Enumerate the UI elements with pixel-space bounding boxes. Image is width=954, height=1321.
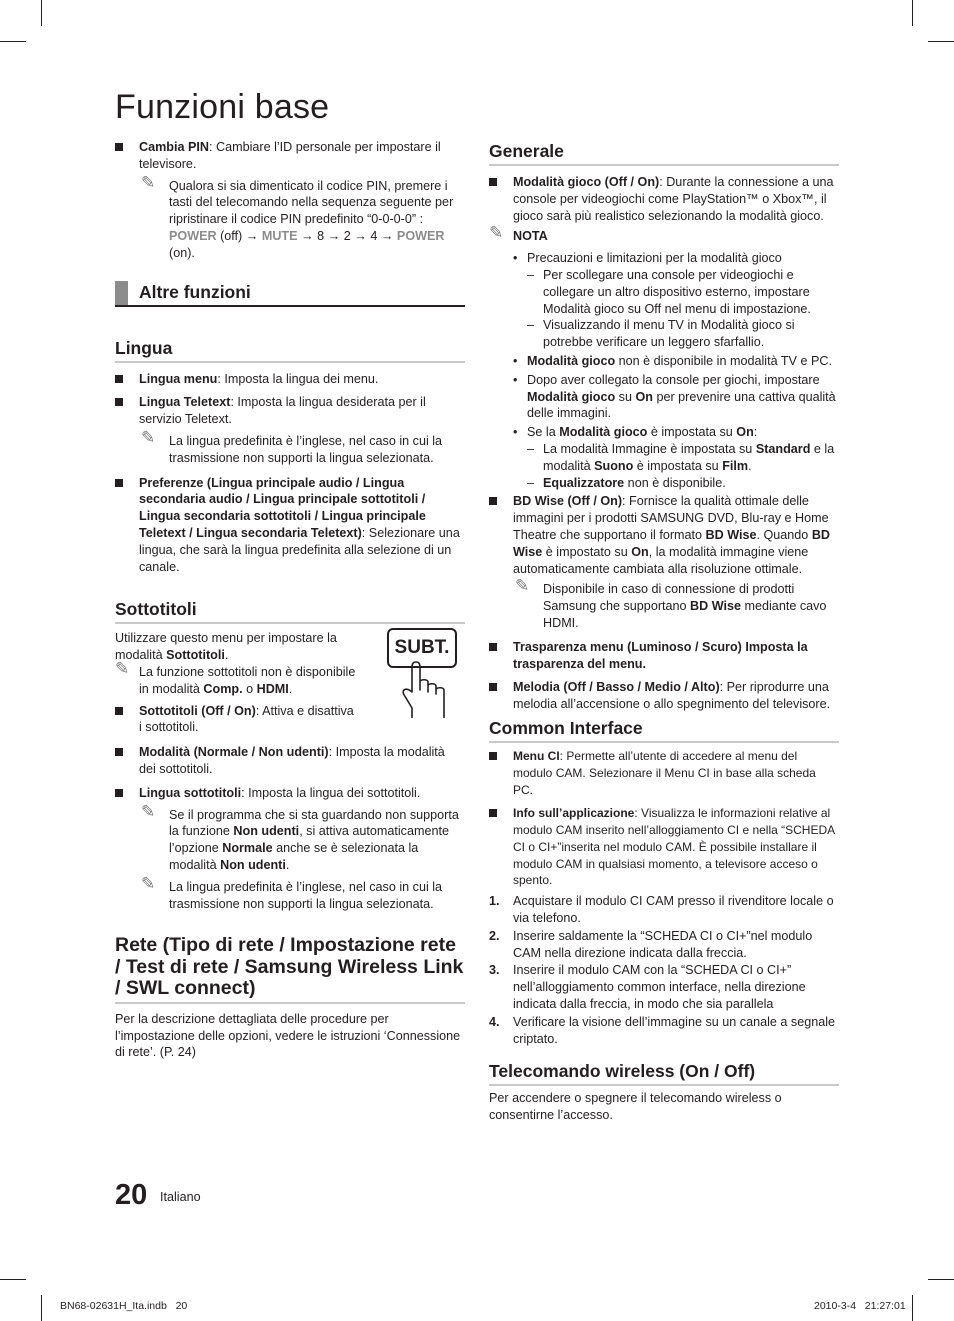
square-bullet-icon [115, 748, 123, 756]
list-item: Lingua Teletext: Imposta la lingua desiderata per il servizio Teletext. [115, 394, 465, 428]
left-column [115, 139, 465, 1061]
square-bullet-icon [489, 497, 497, 505]
list-item: • Se la Modalità gioco è impostata su On: [513, 425, 758, 440]
crop-mark [0, 41, 26, 42]
square-bullet-icon [115, 143, 123, 151]
wireless-text: Per accendere o spegnere il telecomando wireless o consentirne l’accesso. [489, 1091, 782, 1123]
page-number: 20 [115, 1179, 148, 1211]
heading-bar [115, 281, 128, 305]
crop-mark [912, 1295, 913, 1321]
dot-bullet-icon: • [513, 251, 518, 266]
heading-rete: Rete (Tipo di rete / Impostazione rete / Test di rete / Samsung Wireless Link / SWL connect) [115, 935, 465, 1004]
square-bullet-icon [489, 178, 497, 186]
square-bullet-icon [489, 683, 497, 691]
heading-common-interface: Common Interface [489, 717, 839, 743]
list-item: • Dopo aver collegato la console per giochi, impostare Modalità gioco su On per prevenire una cattiva qualità delle immagini. [513, 372, 836, 421]
list-item: Modalità (Normale / Non udenti): Imposta la modalità dei sottotitoli. [115, 744, 465, 778]
pencil-note-icon: ✎ [115, 658, 130, 679]
page-language: Italiano [160, 1190, 201, 1204]
list-item: • Precauzioni e limitazioni per la modalità gioco [513, 251, 782, 266]
ci-steps [489, 893, 839, 1047]
note: ✎ Qualora si sia dimenticato il codice PIN, premere i tasti del telecomando nella sequenza seguente per ripristinare il codice PIN predefinito “0-0-0-0” : POWER (off) → MUTE → 8 → 2 → 4 → POWER (on). [141, 172, 454, 260]
section-heading-altre-funzioni: Altre funzioni [115, 281, 465, 307]
crop-mark [41, 0, 42, 26]
note: ✎ La lingua predefinita è l’inglese, nel caso in cui la trasmissione non supporti la lingua selezionata. [141, 427, 443, 465]
note: ✎ Disponibile in caso di connessione di prodotti Samsung che supportano BD Wise mediante cavo HDMI. [515, 576, 827, 630]
crop-mark [912, 0, 913, 26]
list-item: Trasparenza menu (Luminoso / Scuro) Imposta la trasparenza del menu. [489, 639, 839, 673]
list-item: – La modalità Immagine è impostata su Standard e la modalità Suono è impostata su Film. [527, 441, 835, 473]
crop-mark [928, 1279, 954, 1280]
pencil-note-icon: ✎ [141, 873, 156, 894]
list-item: Lingua sottotitoli: Imposta la lingua dei sottotitoli. [115, 785, 465, 802]
right-column [489, 140, 839, 1124]
heading-sottotitoli: Sottotitoli [115, 598, 465, 624]
subt-button-icon: SUBT. [387, 628, 457, 668]
pencil-note-icon: ✎ [141, 801, 156, 822]
nota-list [513, 250, 839, 491]
note: ✎ La lingua predefinita è l’inglese, nel caso in cui la trasmissione non supporti la lingua selezionata. [141, 873, 443, 911]
square-bullet-icon [489, 752, 497, 760]
crop-mark [0, 1279, 26, 1280]
footer-file: BN68-02631H_Ita.indb 20 [60, 1300, 188, 1312]
list-item: Modalità gioco (Off / On): Durante la connessione a una console per videogiochi come PlayStation™ o Xbox™, il gioco sarà più realistico selezionando la modalità gioco. [489, 174, 839, 224]
square-bullet-icon [489, 809, 497, 817]
list-item: – Per scollegare una console per videogiochi e collegare un altro dispositivo esterno, impostare Modalità gioco su Off nel menu di impostazione. [527, 267, 811, 316]
list-item: BD Wise (Off / On): Fornisce la qualità ottimale delle immagini per i prodotti SAMSUNG DVD, Blu-ray e Home Theatre che supportano il formato BD Wise. Quando BD Wise è impostato su On, la modalità immagine viene automaticamente cambiata alla risoluzione ottimale. [489, 493, 839, 577]
square-bullet-icon [115, 398, 123, 406]
nota-heading: ✎ NOTA [489, 223, 548, 244]
list-item: 2. Inserire saldamente la “SCHEDA CI o CI+”nel modulo CAM nella direzione indicata dalla freccia. [489, 928, 813, 960]
list-item: 1. Acquistare il modulo CI CAM presso il rivenditore locale o via telefono. [489, 894, 834, 926]
list-item: • Modalità gioco non è disponibile in modalità TV e PC. [513, 353, 832, 368]
square-bullet-icon [115, 789, 123, 797]
list-item: Menu CI: Permette all’utente di accedere al menu del modulo CAM. Selezionare il Menu CI in base alla scheda PC. [489, 748, 839, 798]
heading-generale: Generale [489, 140, 839, 166]
list-item: 3. Inserire il modulo CAM con la “SCHEDA CI o CI+” nell’alloggiamento common interface, nella direzione indicata dalla freccia, in modo che sia parallela [489, 963, 806, 1012]
note: ✎ Se il programma che si sta guardando non supporta la funzione Non udenti, si attiva automaticamente l’opzione Normale anche se è selezionata la modalità Non udenti. [141, 801, 459, 872]
list-item: 4. Verificare la visione dell’immagine su un canale a segnale criptato. [489, 1014, 836, 1046]
list-item: Info sull’applicazione: Visualizza le informazioni relative al modulo CAM inserito nell’alloggiamento CI e nella “SCHEDA CI o CI+”inserita nel modulo CAM. È possibile installare il modulo CAM in qualsiasi momento, a televisore acceso o spento. [489, 805, 839, 889]
list-item: Melodia (Off / Basso / Medio / Alto): Per riprodurre una melodia all’accensione o allo spegnimento del televisore. [489, 679, 839, 713]
hand-pressing-subt-button-icon [400, 660, 450, 718]
list-item: – Equalizzatore non è disponibile. [527, 475, 726, 490]
rete-text: Per la descrizione dettagliata delle procedure per l’impostazione delle opzioni, vedere le istruzioni ‘Connessione di rete’. (P. 24) [115, 1011, 461, 1060]
crop-mark [928, 41, 954, 42]
pencil-note-icon: ✎ [141, 172, 156, 193]
dot-bullet-icon: • [513, 425, 518, 440]
list-item: Cambia PIN: Cambiare l’ID personale per impostare il televisore. [115, 139, 465, 173]
dot-bullet-icon: • [513, 372, 518, 387]
square-bullet-icon [489, 643, 497, 651]
square-bullet-icon [115, 375, 123, 383]
list-item: Sottotitoli (Off / On): Attiva e disattiva i sottotitoli. [115, 703, 359, 737]
crop-mark [41, 1295, 42, 1321]
square-bullet-icon [115, 479, 123, 487]
pencil-note-icon: ✎ [489, 223, 504, 244]
list-item: Preferenze (Lingua principale audio / Lingua secondaria audio / Lingua principale sottotitoli / Lingua secondaria sottotitoli / Lingua principale Teletext / Lingua secondaria Teletext): Selezionare una lingua, che sarà la lingua predefinita alla selezione di un canale. [115, 475, 465, 576]
dot-bullet-icon: • [513, 353, 518, 368]
footer-date: 2010-3-4 21:27:01 [814, 1300, 906, 1312]
note: ✎ La funzione sottotitoli non è disponibile in modalità Comp. o HDMI. [115, 658, 356, 696]
page-title: Funzioni base [115, 88, 330, 126]
heading-telecomando-wireless: Telecomando wireless (On / Off) [489, 1060, 839, 1086]
square-bullet-icon [115, 707, 123, 715]
list-item: – Visualizzando il menu TV in Modalità gioco si potrebbe verificare un leggero sfarfallio. [527, 318, 795, 350]
pencil-note-icon: ✎ [515, 576, 530, 597]
heading-lingua: Lingua [115, 337, 465, 363]
pencil-note-icon: ✎ [141, 427, 156, 448]
sottotitoli-intro: Utilizzare questo menu per impostare la modalità Sottotitoli. ✎ La funzione sottotitoli non è disponibile in modalità Comp. o HDMI. SUBT. [115, 630, 465, 697]
list-item: Lingua menu: Imposta la lingua dei menu. [115, 371, 465, 388]
